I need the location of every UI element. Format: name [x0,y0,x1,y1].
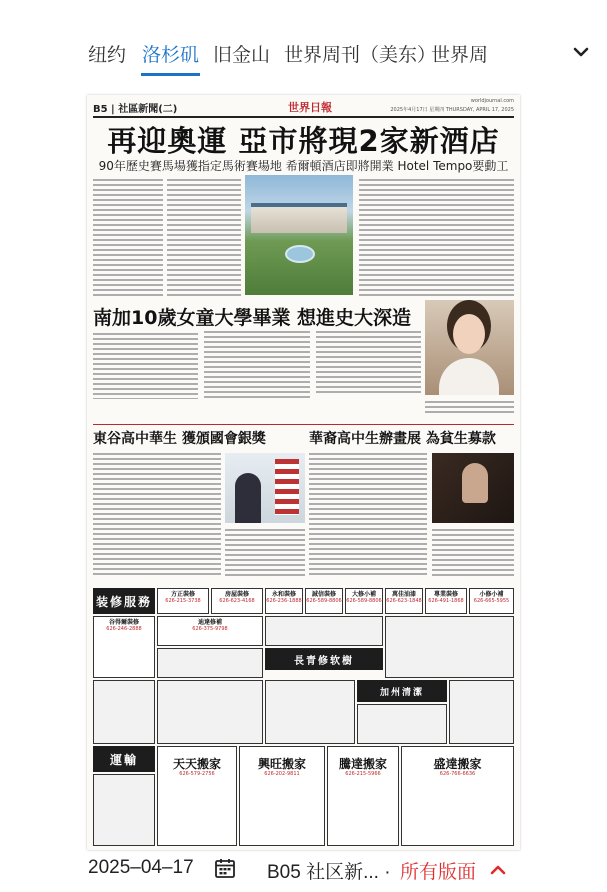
article-text [93,331,421,421]
active-tab-indicator [141,73,200,76]
article-text [167,177,241,297]
tabs-fade [497,32,557,72]
ad-phone: 626-589-8806 [346,598,382,604]
ad-phone: 626-236-1888 [266,598,302,604]
ad-box [345,588,383,614]
article-text [359,177,514,297]
ad-title: 天天搬家 [172,757,221,771]
ad-title: 迪達修補 [197,619,222,626]
stadium-photo [245,175,353,295]
tab-sanfrancisco[interactable]: 旧金山 [213,44,271,66]
ad-title: 騰達搬家 [338,757,387,771]
ad-box [385,588,423,614]
tab-losangeles[interactable]: 洛杉矶 [142,44,200,66]
ad-title: 大修小補 [351,591,376,598]
art-student-photo [432,453,514,523]
photo-caption [425,399,514,421]
headline-art-fundraiser: 華裔高中生辦畫展 為貧生募款 [309,431,496,447]
page-url: worldjournal.com [470,98,514,104]
newspaper-page[interactable] [87,95,520,850]
ad-phone: 626-623-1848 [386,598,422,604]
calendar-icon[interactable] [213,856,237,880]
all-pages-button[interactable]: 所有版面 [400,862,477,883]
page-header [93,98,514,116]
ad-box [265,588,303,614]
ad-box [157,648,263,678]
headline-congress-award: 東谷高中華生 獲頒國會銀獎 [93,431,266,447]
ad-box [265,680,355,744]
ad-phone: 626-665-5955 [473,598,510,604]
article-text [309,451,427,581]
ad-phone: 626-215-3738 [165,598,201,604]
girl-graduate-photo [425,300,514,395]
ad-phone: 626-375-9798 [192,626,228,632]
tab-weekly-more[interactable]: 世界周 [431,44,489,66]
ad-phone: 626-766-6636 [439,771,476,777]
ad-box [385,616,514,678]
ad-box [157,680,263,744]
ad-box [93,774,155,846]
ad-title: 房屋裝修 [224,591,249,598]
chevron-down-icon [571,42,591,62]
more-tabs-button[interactable] [555,32,607,72]
tab-newyork[interactable]: 纽约 [88,44,127,66]
ad-box [449,680,514,744]
ad-box [211,588,263,614]
ad-title: 盛達搬家 [433,757,482,771]
article-text [93,177,163,297]
ad-box [357,704,447,744]
ad-banner-moving: 運輸 [93,746,155,772]
ad-phone: 626-215-5966 [345,771,381,777]
ad-phone: 626-246-2888 [106,626,142,632]
ad-title: 小修小補 [479,591,504,598]
tab-weekly-east[interactable]: 世界周刊（美东） [284,44,437,66]
headline-olympics-hotels: 再迎奧運 亞市將現2家新酒店 [107,124,500,158]
chevron-up-icon[interactable] [487,859,509,881]
ad-box [157,616,263,646]
ad-box [401,746,514,846]
subheadline-olympics-hotels: 90年歷史賽馬場獲指定馬術賽場地 希爾頓酒店即將開業 Hotel Tempo要動工 [98,159,509,173]
ad-banner-cleaning: 加州清潔 [357,680,447,702]
ad-box [327,746,399,846]
article-text [93,451,221,581]
ad-box [425,588,467,614]
ad-box [157,746,237,846]
award-photo [225,453,305,523]
page-date: 2025年4月17日 星期四 THURSDAY, APRIL 17, 2025 [390,107,514,113]
headline-girl-graduates: 南加10歲女童大學畢業 想進史大深造 [93,307,412,329]
ad-title: 興旺搬家 [257,757,306,771]
ad-banner-renovation: 装修服務 [93,588,155,614]
article-text [432,527,514,583]
newspaper-logo: 世界日報 [288,101,332,114]
ad-box [305,588,343,614]
page-section: B5 | 社區新聞(二) [93,104,178,115]
ad-title: 谷得爾裝修 [108,619,139,626]
ad-title: 永和裝修 [271,591,296,598]
section-divider [93,424,514,425]
ad-box [239,746,325,846]
classified-ads [93,588,514,846]
ad-box [469,588,514,614]
header-rule [93,116,514,118]
ad-title: 方正裝修 [170,591,195,598]
article-text [225,527,305,583]
ad-box [157,588,209,614]
ad-phone: 626-579-2756 [179,771,215,777]
ad-phone: 626-202-9811 [264,771,300,777]
ad-phone: 626-491-1868 [428,598,464,604]
bottom-bar [0,852,607,892]
issue-date[interactable]: 2025–04–17 [88,857,194,878]
ad-phone: 626-623-4168 [219,598,255,604]
ad-title: 專業裝修 [433,591,458,598]
region-tabs [0,0,607,78]
ad-box [93,616,155,678]
ad-phone: 626-589-8806 [306,598,342,604]
ad-title: 誠信裝修 [311,591,336,598]
ad-box [265,616,383,646]
ad-title: 萬佳油漆 [391,591,416,598]
current-section[interactable]: B05 社区新... · [267,862,391,883]
ad-box [93,680,155,744]
ad-banner-tree: 長青修软樹 [265,648,383,670]
